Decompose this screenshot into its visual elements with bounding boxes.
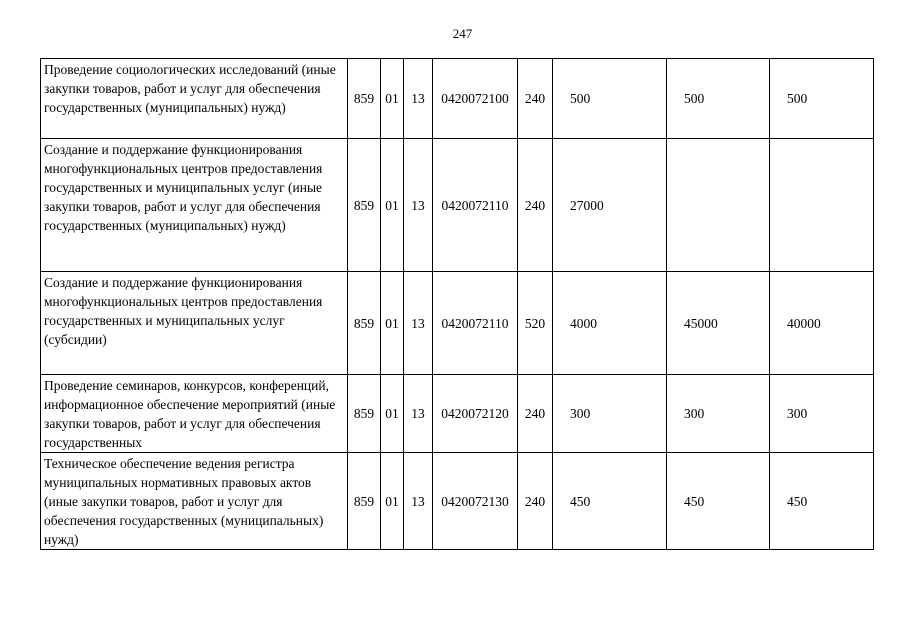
amount-year-2: 450 (667, 453, 770, 550)
expense-type-code: 240 (518, 139, 553, 272)
section-code: 01 (381, 272, 404, 375)
table-row (41, 139, 874, 272)
amount-year-1: 27000 (553, 139, 667, 272)
ministry-code: 859 (348, 453, 381, 550)
ministry-code: 859 (348, 59, 381, 139)
table-row (41, 59, 874, 139)
row-description: Создание и поддержание функционирования многофункциональных центров предоставления государственных и муниципальных услуг (субсидии) (41, 272, 348, 375)
expense-type-code: 240 (518, 375, 553, 453)
amount-year-1: 300 (553, 375, 667, 453)
table-body (41, 59, 874, 550)
ministry-code: 859 (348, 272, 381, 375)
amount-year-1: 450 (553, 453, 667, 550)
amount-year-3: 300 (770, 375, 874, 453)
target-article-code: 0420072130 (433, 453, 518, 550)
table-row (41, 272, 874, 375)
target-article-code: 0420072110 (433, 139, 518, 272)
amount-year-1: 4000 (553, 272, 667, 375)
amount-year-2: 45000 (667, 272, 770, 375)
table-row (41, 453, 874, 550)
subsection-code: 13 (404, 139, 433, 272)
subsection-code: 13 (404, 59, 433, 139)
amount-year-2: 500 (667, 59, 770, 139)
expense-type-code: 240 (518, 59, 553, 139)
subsection-code: 13 (404, 453, 433, 550)
row-description: Создание и поддержание функционирования многофункциональных центров предоставления государственных и муниципальных услуг (иные закупки товаров, работ и услуг для обеспечения государственных (муниципальных) нужд) (41, 139, 348, 272)
ministry-code: 859 (348, 375, 381, 453)
section-code: 01 (381, 139, 404, 272)
row-description: Проведение социологических исследований (иные закупки товаров, работ и услуг для обеспечения государственных (муниципальных) нужд) (41, 59, 348, 139)
ministry-code: 859 (348, 139, 381, 272)
row-description: Проведение семинаров, конкурсов, конференций, информационное обеспечение мероприятий (иные закупки товаров, работ и услуг для обеспечения государственных (41, 375, 348, 453)
amount-year-1: 500 (553, 59, 667, 139)
target-article-code: 0420072100 (433, 59, 518, 139)
amount-year-2: 300 (667, 375, 770, 453)
section-code: 01 (381, 375, 404, 453)
amount-year-3: 40000 (770, 272, 874, 375)
subsection-code: 13 (404, 272, 433, 375)
row-description: Техническое обеспечение ведения регистра муниципальных нормативных правовых актов (иные закупки товаров, работ и услуг для обеспечения государственных (муниципальных) нужд) (41, 453, 348, 550)
amount-year-3: 450 (770, 453, 874, 550)
subsection-code: 13 (404, 375, 433, 453)
section-code: 01 (381, 453, 404, 550)
amount-year-2 (667, 139, 770, 272)
budget-table (40, 58, 874, 550)
expense-type-code: 520 (518, 272, 553, 375)
expense-type-code: 240 (518, 453, 553, 550)
table-row (41, 375, 874, 453)
amount-year-3: 500 (770, 59, 874, 139)
target-article-code: 0420072120 (433, 375, 518, 453)
section-code: 01 (381, 59, 404, 139)
target-article-code: 0420072110 (433, 272, 518, 375)
amount-year-3 (770, 139, 874, 272)
page-number: 247 (452, 26, 473, 41)
